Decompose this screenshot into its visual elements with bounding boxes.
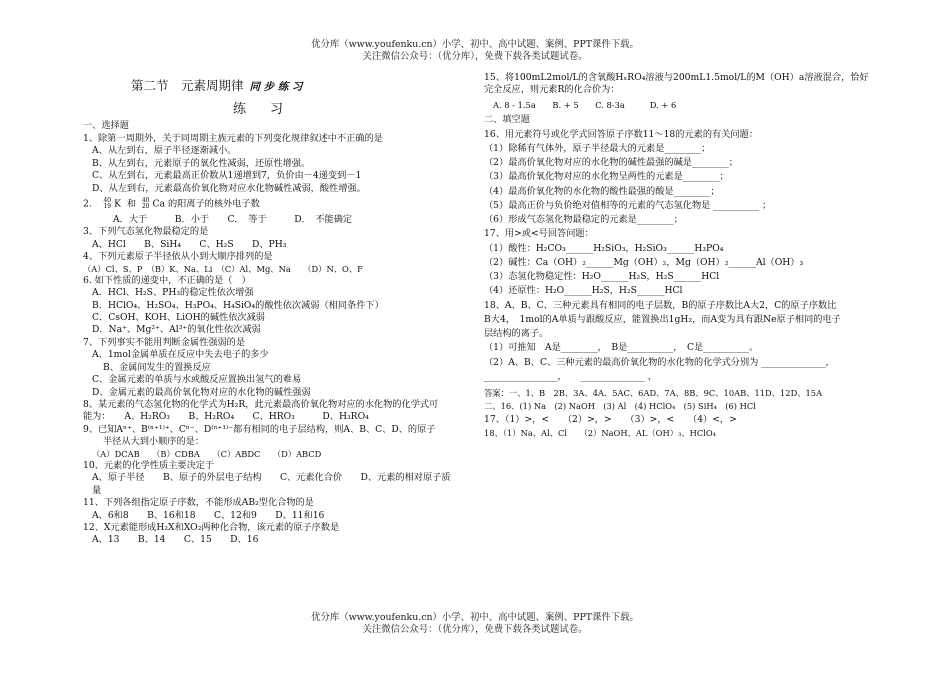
question-12: 12、X元素能形成H₂X和XO₂两种化合物，该元素的原子序数是 xyxy=(83,521,340,533)
q16-item-2: （2）最高价氧化物对应的水化物的碱性最强的碱是________； xyxy=(484,157,738,169)
section-heading-fill: 二、填空题 xyxy=(484,114,530,126)
q18-item-1: （1）可推知 A是________， B是__________， C是__________。 xyxy=(484,342,759,354)
question-10: 10、元素的化学性质主要决定于 xyxy=(83,459,215,471)
q16-item-6: （6）形成气态氢化物最稳定的元素是________； xyxy=(484,214,683,226)
q18-stem-cont-1: B大4， 1mol的A单质与跟酸反应，能置换出1gH₂，而A变为具有跟Ne原子相同的电子 xyxy=(484,313,841,325)
q7-option-b: B、金属间发生的置换反应 xyxy=(103,361,211,373)
q8-options: 能为： A、H₂RO₃ B、H₂RO₄ C、HRO₃ D、H₃RO₄ xyxy=(83,411,369,423)
right-column xyxy=(484,72,892,440)
q16-item-5: （5）最高正价与负价绝对值相等的元素的气态氢化物是 __________ ； xyxy=(484,199,772,211)
isotope-ca-number: 20 xyxy=(141,202,150,210)
q7-option-a: A、1mol金属单质在反应中失去电子的多少 xyxy=(92,349,269,361)
answer-line-2: 二、16、(1) Na (2) NaOH (3) Al (4) HClO₄ (5) SiH₄ (6) HCl xyxy=(484,400,756,411)
q16-item-4: （4）最高价氧化物的水化物的酸性最强的酸是________； xyxy=(484,185,720,197)
answer-line-3: 17、（1）>，< （2）>，> （3）>，< （4）<，> xyxy=(484,413,737,425)
question-6: 6. 如下性质的递变中，不正确的是（ ） xyxy=(83,274,251,286)
q18-item-2-cont: ________________， ______________ ， xyxy=(484,370,657,382)
question-2 xyxy=(83,198,461,211)
q10-options: A、原子半径 B、原子的外层电子结构 C、元素化合价 D、元素的相对原子质 xyxy=(92,472,451,484)
title-emphasis: 同 步 练 习 xyxy=(249,81,303,93)
question-18: 18、A、B、C、三种元素具有相同的电子层数，B的原子序数比A大2，C的原子序数比 xyxy=(484,299,837,311)
page-header xyxy=(0,39,950,63)
section-heading-choice: 一、选择题 xyxy=(83,120,129,132)
q15-options: A. 8 - 1.5a B. + 5 C. 8-3a D. + 6 xyxy=(493,99,677,110)
q16-item-3: （3）最高价氧化物对应的水化物呈两性的元素是________； xyxy=(484,171,729,183)
q2-number: 2. xyxy=(83,198,92,210)
answer-line-4: 18、（1）Na、Al、Cl （2）NaOH、AL（OH）₃、HClO₄ xyxy=(484,428,717,439)
q3-options: A、HCl B、SiH₄ C、H₂S D、PH₃ xyxy=(92,238,287,250)
q1-option-c: C、从左到右，元素最高正价数从1递增到7，负价由－4递变到－1 xyxy=(92,170,362,182)
question-17: 17、用>或<号回答问题： xyxy=(484,228,594,240)
title-text: 第二节 元素周期律 xyxy=(131,78,244,93)
footer-line-1: 优分库（www.youfenku.cn）小学、初中、高中试题、案例、PPT课件下载。 xyxy=(311,612,639,623)
isotope-ca xyxy=(142,198,150,210)
question-8: 8、某元素的气态氢化物的化学式为H₂R，此元素最高价氧化物对应的水化物的化学式可 xyxy=(83,398,439,410)
left-column xyxy=(83,72,461,547)
q6-option-d: D．Na⁺、Mg²⁺、Al³⁺的氧化性依次减弱 xyxy=(92,324,261,336)
section-title xyxy=(131,78,461,95)
question-11: 11、下列各组指定原子序数，不能形成AB₂型化合物的是 xyxy=(83,497,314,509)
question-4: 4、下列元素原子半径依从小到大顺序排列的是 xyxy=(83,251,273,263)
q17-item-1: （1）酸性：H₂CO₃______H₂SiO₃，H₂SiO₃______H₃PO₄ xyxy=(484,242,724,254)
q2-and: 和 xyxy=(126,198,137,210)
question-7: 7、下列事实不能用判断金属性强弱的是 xyxy=(83,336,246,348)
question-15: 15、将100mL2mol/L的含氧酸HₓRO₄溶液与200mL1.5mol/L的M（OH）a溶液混合，恰好 xyxy=(484,72,869,83)
q18-item-2: （2）A、B、C、三种元素的最高价氧化物的水化物的化学式分别为 ______________， xyxy=(484,356,835,368)
q9-options: （A）DCAB （B）CDBA （C）ABDC （D）ABCD xyxy=(92,448,322,459)
isotope-k-number: 19 xyxy=(103,202,112,210)
q6-option-a: A．HCl、H₂S、PH₃的稳定性依次增强 xyxy=(92,287,254,299)
footer-line-2: 关注微信公众号：（优分库），免费下载各类试题试卷。 xyxy=(362,623,588,635)
isotope-ca-symbol: Ca xyxy=(152,198,166,210)
q7-option-c: C、金属元素的单质与水或酸反应置换出氢气的难易 xyxy=(92,374,302,386)
q2-options: A．大于 B．小于 C． 等于 D． 不能确定 xyxy=(113,213,353,225)
isotope-k xyxy=(103,198,111,210)
q9-stem-cont: 半径从大到小顺序的是： xyxy=(103,436,205,448)
isotope-k-mass: 40 xyxy=(103,196,112,204)
q1-option-b: B、从左到右，元素原子的氧化性减弱，还原性增强。 xyxy=(92,157,311,169)
q11-options: A、6和8 B、16和18 C、12和9 D、11和16 xyxy=(92,509,325,521)
q7-option-d: D、金属元素的最高价氧化物对应的水化物的碱性强弱 xyxy=(92,386,311,398)
header-line-1: 优分库（www.youfenku.cn）小学、初中、高中试题、案例、PPT课件下载。 xyxy=(311,39,639,50)
exercise-heading: 练习 xyxy=(233,101,308,117)
question-3: 3、下列气态氢化物最稳定的是 xyxy=(83,226,209,238)
q4-options: （A）Cl、S、P （B）K、Na、Li （C）Al、Mg、Na （D）N、O、F xyxy=(83,263,363,274)
q17-item-2: （2）碱性：Ca（OH）₂______Mg（OH）₂，Mg（OH）₂______Al（OH）₃ xyxy=(484,256,804,268)
question-1: 1、除第一周期外，关于同周期主族元素的下列变化规律叙述中不正确的是 xyxy=(83,132,383,144)
isotope-k-symbol: K xyxy=(114,198,121,210)
q17-item-3: （3）态氢化物稳定性：H₂O______H₂S，H₂S______HCl xyxy=(484,271,720,283)
q18-stem-cont-2: 层结构的离子。 xyxy=(484,328,549,340)
q6-option-b: B．HClO₄、H₂SO₄、H₃PO₄、H₄SiO₄的酸性依次减弱（相同条件下） xyxy=(92,299,384,311)
header-line-2: 关注微信公众号：（优分库），免费下载各类试题试卷。 xyxy=(362,50,588,62)
q10-options-tail: 量 xyxy=(92,484,102,496)
q1-option-d: D、从左到右，元素最高价氧化物对应水化物碱性减弱，酸性增强。 xyxy=(92,182,366,194)
q15-stem-cont: 完全反应，则元素R的化合价为： xyxy=(484,84,620,96)
q1-option-a: A、从左到右，原子半径逐渐减小。 xyxy=(92,145,237,157)
question-16: 16、用元素符号或化学式回答原子序数11～18的元素的有关问题： xyxy=(484,129,758,141)
q17-item-4: （4）还原性：H₂O______H₂S，H₂S______HCl xyxy=(484,285,683,297)
answer-line-1: 答案：一、1、B 2B、3A、4A、5AC、6AD、7A、8B、9C、10AB、11D、12D、15A xyxy=(484,388,823,399)
q6-option-c: C．CsOH、KOH、LiOH的碱性依次减弱 xyxy=(92,312,265,324)
page-footer xyxy=(0,612,950,636)
isotope-ca-mass: 40 xyxy=(141,196,150,204)
question-9: 9、已知Aⁿ⁺、B⁽ⁿ⁺¹⁾⁺、Cⁿ⁻、D⁽ⁿ⁺¹⁾⁻都有相同的电子层结构，则A、B、C、D、的原子 xyxy=(83,423,436,435)
q2-stem: 的阳离子的核外电子数 xyxy=(167,198,260,210)
q16-item-1: （1）除稀有气体外，原子半径最大的元素是________； xyxy=(484,142,711,154)
q12-options: A、13 B、14 C、15 D、16 xyxy=(92,534,259,546)
